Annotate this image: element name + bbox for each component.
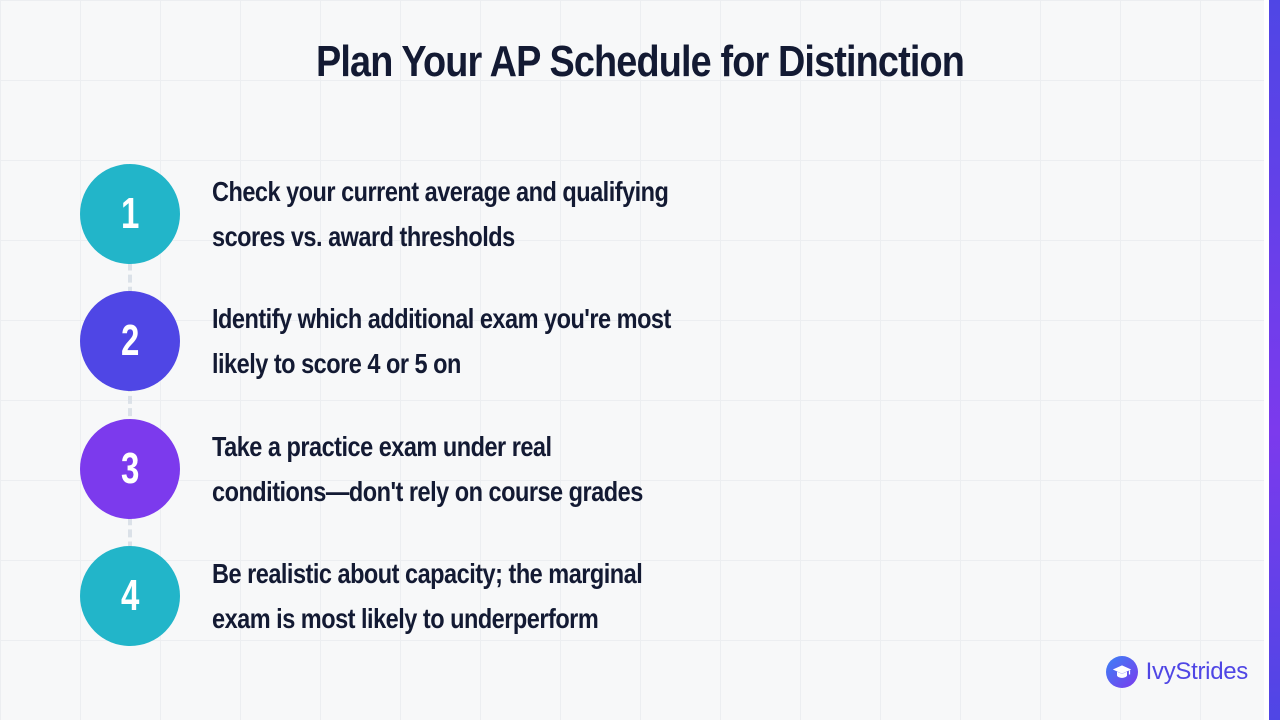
step-text [212,169,852,259]
right-accent-bar [1264,0,1280,720]
step-number-badge [80,419,180,519]
step-4 [80,546,780,646]
step-number-badge [80,164,180,264]
step-text [212,551,852,641]
step-number: 1 [120,189,140,238]
step-3 [80,419,780,519]
brand-name: IvyStrides [1145,658,1248,685]
step-number: 3 [120,444,140,493]
graduation-cap-icon [1106,656,1138,688]
step-number-badge [80,291,180,391]
step-text-content: Be realistic about capacity; the marginal exam is most likely to underperform [212,558,643,634]
timeline-connector [128,214,132,598]
step-text [212,424,852,514]
step-text [212,296,852,386]
step-text-content: Take a practice exam under real conditions—don't rely on course grades [212,431,643,507]
step-number: 4 [120,571,140,620]
step-number: 2 [120,316,140,365]
step-text-content: Check your current average and qualifying scores vs. award thresholds [212,176,669,252]
step-2 [80,291,780,391]
brand-footer [1106,656,1248,688]
step-1 [80,164,780,264]
step-number-badge [80,546,180,646]
page-title: Plan Your AP Schedule for Distinction [315,37,965,86]
step-text-content: Identify which additional exam you're most likely to score 4 or 5 on [212,303,671,379]
